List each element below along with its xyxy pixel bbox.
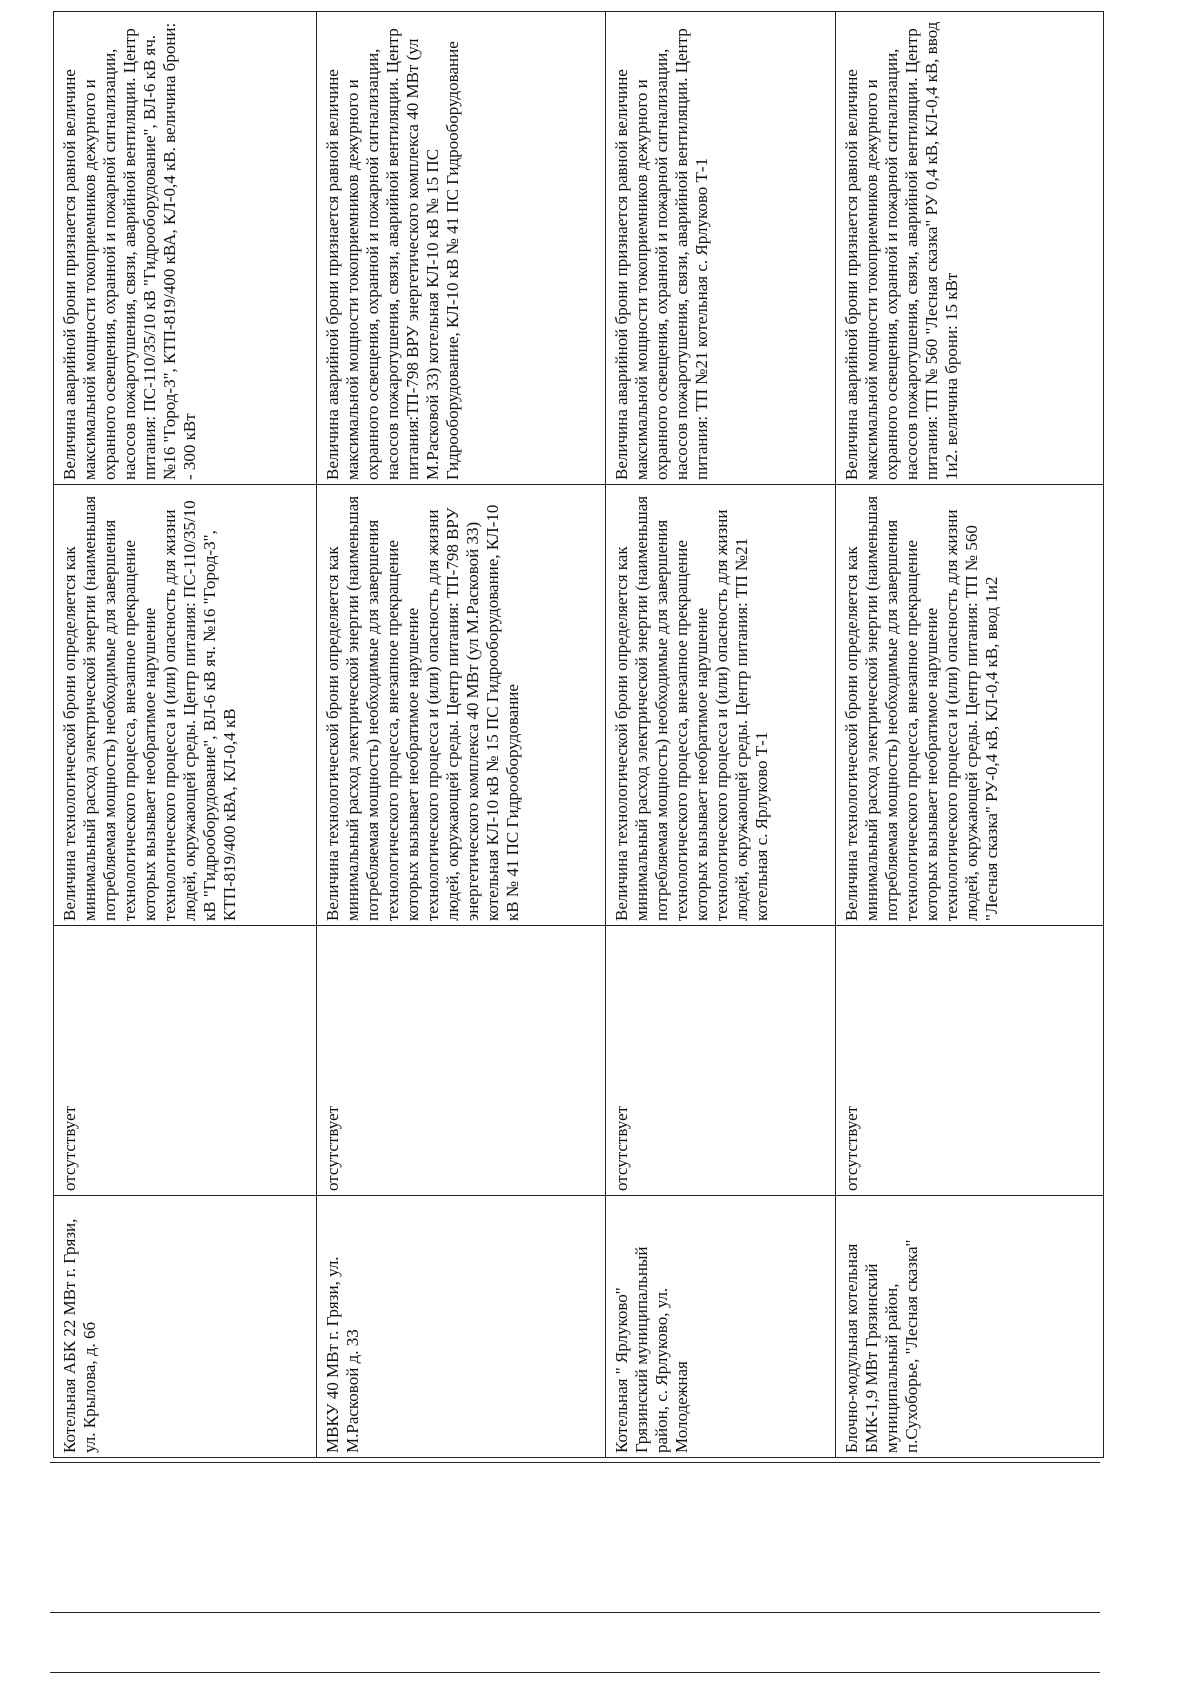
- rule-line: [50, 1672, 1100, 1673]
- status-cell: отсутствует: [54, 926, 317, 1196]
- table-row: [606, 12, 836, 1458]
- rotated-table-page: [53, 21, 1103, 1458]
- reserve-table: [53, 11, 1104, 1458]
- rule-line: [50, 1462, 1100, 1463]
- table-row: [317, 12, 606, 1458]
- object-cell: Котельная " Ярлуково" Грязинский муниципальный район, с. Ярлуково, ул. Молодежная: [606, 1196, 836, 1458]
- status-cell: отсутствует: [836, 926, 1104, 1196]
- table-row: [836, 12, 1104, 1458]
- emergency-reserve-cell: Величина аварийной брони признается равной величине максимальной мощности токоприемников дежурного и охранного освещения, охранной и пожарной сигнализации, насосов пожаротушения, связи, аварийной вентиляции. Центр питания: ТП №21 котельная с. Ярлуково Т-1: [606, 12, 836, 485]
- object-cell: Блочно-модульная котельная БМК-1,9 МВт Грязинский муниципальный район, п.Сухоборье, "Лесная сказка": [836, 1196, 1104, 1458]
- emergency-reserve-cell: Величина аварийной брони признается равной величине максимальной мощности токоприемников дежурного и охранного освещения, охранной и пожарной сигнализации, насосов пожаротушения, связи, аварийной вентиляции. Центр питания: ПС-110/35/10 кВ "Гидрооборудование", ВЛ-6 кВ яч. №16 "Город-3", КТП-819/400 кВА, КЛ-0,4 кВ. величина брони: - 300 кВт: [54, 12, 317, 485]
- status-cell: отсутствует: [606, 926, 836, 1196]
- tech-reserve-cell: Величина технологической брони определяется как минимальный расход электрической энергии (наименьшая потребляемая мощность) необходимые для завершения технологического процесса, внезапное прекращение которых вызывает необратимое нарушение технологического процесса и (или) опасность для жизни людей, окружающей среды. Центр питания: ТП №21 котельная с. Ярлуково Т-1: [606, 485, 836, 926]
- status-cell: отсутствует: [317, 926, 606, 1196]
- tech-reserve-cell: Величина технологической брони определяется как минимальный расход электрической энергии (наименьшая потребляемая мощность) необходимые для завершения технологического процесса, внезапное прекращение которых вызывает необратимое нарушение технологического процесса и (или) опасность для жизни людей, окружающей среды. Центр питания: ТП № 560 "Лесная сказка" РУ-0,4 кВ, КЛ-0,4 кВ, ввод 1и2: [836, 485, 1104, 926]
- emergency-reserve-cell: Величина аварийной брони признается равной величине максимальной мощности токоприемников дежурного и охранного освещения, охранной и пожарной сигнализации, насосов пожаротушения, связи, аварийной вентиляции. Центр питания:ТП-798 ВРУ энергетического комплекса 40 МВт (ул М.Расковой 33) котельная КЛ-10 кВ № 15 ПС Гидрооборудование, КЛ-10 кВ № 41 ПС Гидрооборудование: [317, 12, 606, 485]
- rule-line: [50, 1612, 1100, 1613]
- object-cell: МВКУ 40 МВт г. Грязи, ул. М.Расковой д. 33: [317, 1196, 606, 1458]
- emergency-reserve-cell: Величина аварийной брони признается равной величине максимальной мощности токоприемников дежурного и охранного освещения, охранной и пожарной сигнализации, насосов пожаротушения, связи, аварийной вентиляции. Центр питания: ТП № 560 "Лесная сказка" РУ 0,4 кВ, КЛ-0,4 кВ, ввод 1и2. величина брони: 15 кВт: [836, 12, 1104, 485]
- object-cell: Котельная АБК 22 МВт г. Грязи, ул. Крылова, д. 6б: [54, 1196, 317, 1458]
- table-row: [54, 12, 317, 1458]
- tech-reserve-cell: Величина технологической брони определяется как минимальный расход электрической энергии (наименьшая потребляемая мощность) необходимые для завершения технологического процесса, внезапное прекращение которых вызывает необратимое нарушение технологического процесса и (или) опасность для жизни людей, окружающей среды. Центр питания: ТП-798 ВРУ энергетического комплекса 40 МВт (ул М.Расковой 33) котельная КЛ-10 кВ № 15 ПС Гидрооборудование, КЛ-10 кВ № 41 ПС Гидрооборудование: [317, 485, 606, 926]
- tech-reserve-cell: Величина технологической брони определяется как минимальный расход электрической энергии (наименьшая потребляемая мощность) необходимые для завершения технологического процесса, внезапное прекращение которых вызывает необратимое нарушение технологического процесса и (или) опасность для жизни людей, окружающей среды. Центр питания: ПС-110/35/10 кВ "Гидрооборудование", ВЛ-6 кВ яч. №16 "Город-3", КТП-819/400 кВА, КЛ-0,4 кВ: [54, 485, 317, 926]
